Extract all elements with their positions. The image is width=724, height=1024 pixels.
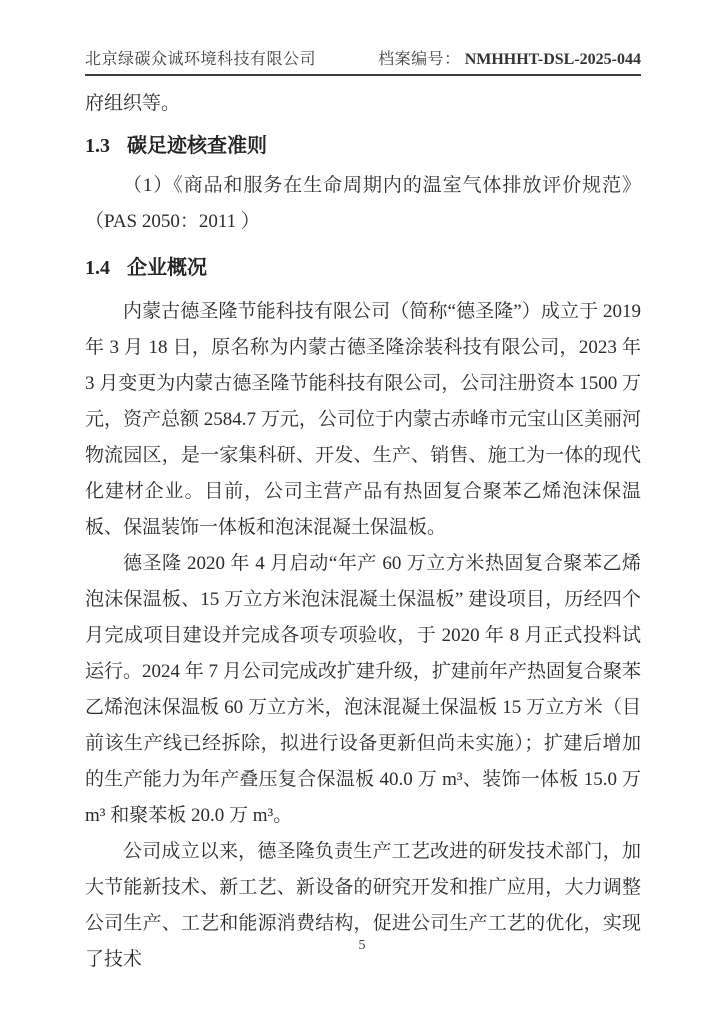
- file-number-label: 档案编号：: [378, 51, 461, 68]
- section-1-3-number: 1.3: [85, 135, 110, 157]
- company-overview-paragraph-2: 德圣隆 2020 年 4 月启动“年产 60 万立方米热固复合聚苯乙烯泡沫保温板、15 万立方米泡沫混凝土保温板” 建设项目，历经四个月完成项目建设并完成各项专项验收，于 2020 年 8 月正式投料试运行。2024 年 7 月公司完成改扩建升级，扩建前年产热固复合聚苯乙烯泡沫保温板 60 万立方米，泡沫混凝土保温板 15 万立方米（目前该生产线已经拆除，拟进行设备更新但尚未实施）；扩建后增加的生产能力为年产叠压复合保温板 40.0 万 m³、装饰一体板 15.0 万 m³ 和聚苯板 20.0 万 m³。: [85, 553, 641, 826]
- company-overview-paragraph-1: 内蒙古德圣隆节能科技有限公司（简称“德圣隆”）成立于 2019 年 3 月 18 日，原名称为内蒙古德圣隆涂装科技有限公司，2023 年 3 月变更为内蒙古德圣隆节能科技有限公司，公司注册资本 1500 万元，资产总额 2584.7 万元，公司位于内蒙古赤峰市元宝山区美丽河物流园区，是一家集科研、开发、生产、销售、施工为一体的现代化建材企业。目前，公司主营产品有热固复合聚苯乙烯泡沫保温板、保温装饰一体板和泡沫混凝土保温板。: [85, 301, 641, 538]
- page-footer: [0, 936, 724, 956]
- carryover-text: 府组织等。: [85, 93, 181, 114]
- header-row: [85, 46, 641, 69]
- section-1-3-heading: [85, 128, 641, 164]
- header-file-number: [378, 46, 641, 69]
- section-1-4-number: 1.4: [85, 257, 110, 279]
- section-1-4-heading: [85, 250, 641, 286]
- document-body: [85, 86, 641, 978]
- header-divider: [85, 74, 641, 76]
- section-1-4-title: 企业概况: [127, 257, 207, 279]
- section-1-3-title: 碳足迹核查准则: [127, 135, 267, 157]
- criteria-item-1: （1）《商品和服务在生命周期内的温室气体排放评价规范》（PAS 2050：2011 ）: [85, 175, 641, 232]
- company-overview-paragraph-3: 公司成立以来，德圣隆负责生产工艺改进的研发技术部门，加大节能新技术、新工艺、新设备的研究开发和推广应用，大力调整公司生产、工艺和能源消费结构，促进公司生产工艺的优化，实现了技术: [85, 841, 641, 970]
- file-number-value: NMHHHT-DSL-2025-044: [464, 51, 641, 68]
- page-number: 5: [358, 938, 366, 953]
- page-header: [85, 46, 641, 76]
- header-company-name: 北京绿碳众诚环境科技有限公司: [85, 51, 317, 68]
